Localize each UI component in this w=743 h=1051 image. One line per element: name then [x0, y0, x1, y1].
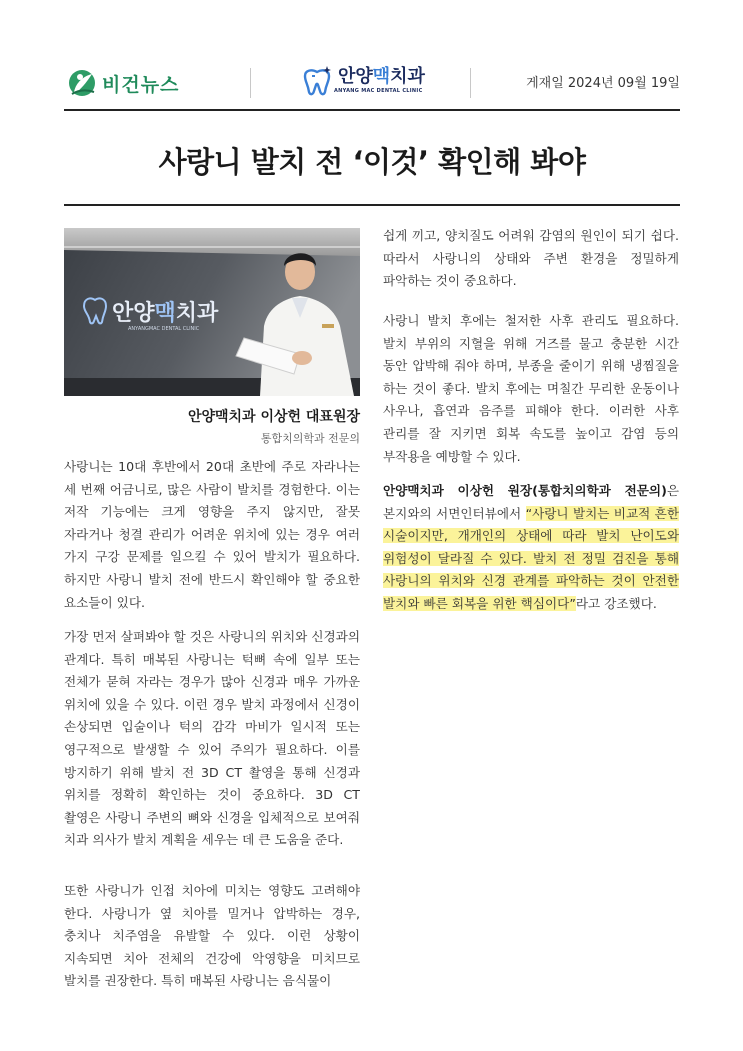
publication-date: 게재일 2024년 09월 19일 [526, 76, 680, 91]
article-paragraph: 가장 먼저 살펴봐야 할 것은 사랑니의 위치와 신경과의 관계다. 특히 매복된 사랑니는 턱뼈 속에 일부 또는 전체가 묻혀 자라는 경우가 많아 신경과 매우 가까운 위치에 있을 수 있다. 이런 경우 발치 과정에서 신경이 손상되면 입술이나 턱의 감각 마비가 일시적 또는 영구적으로 발생할 수 있어 주의가 필요하다. 이를 방지하기 위해 발치 전 3D CT 촬영을 통해 신경과 위치를 정확히 확인하는 것이 중요하다. 3D CT 촬영은 사랑니 주변의 뼈와 신경을 입체적으로 보여줘 치과 의사가 발치 계획을 세우는 데 큰 도움을 준다. [64, 629, 360, 848]
quote-intro: 은 본지와의 서면인터뷰에서 [383, 483, 679, 521]
leaf-person-icon [68, 68, 96, 98]
clinic-logo [300, 64, 425, 98]
article-paragraph: 사랑니 발치 후에는 철저한 사후 관리도 필요하다. 발치 부위의 지혈을 위해 거즈를 물고 충분한 시간 동안 압박해 줘야 하며, 부종을 줄이기 위해 냉찜질을 하는 것이 좋다. 발치 후에는 며칠간 무리한 운동이나 사우나, 흡연과 음주를 피해야 한다. 이러한 사후 관리를 잘 지키면 회복 속도를 높이고 감염 등의 부작용을 예방할 수 있다. [383, 313, 679, 464]
photo-caption-title: 통합치의학과 전문의 [260, 432, 360, 445]
clinic-subtitle: ANYANG MAC DENTAL CLINIC [334, 88, 423, 94]
article-paragraph: 쉽게 끼고, 양치질도 어려워 감염의 원인이 되기 쉽다. 따라서 사랑니의 상태와 주변 환경을 정밀하게 파악하는 것이 중요하다. [383, 228, 679, 289]
sign-subtext: ANYANGMAC DENTAL CLINIC [128, 326, 200, 332]
bigeon-news-logo [68, 66, 179, 100]
article-photo [64, 228, 360, 396]
header-divider [470, 68, 471, 98]
clinic-name: 안양맥치과 [338, 66, 425, 87]
article-title: 사랑니 발치 전 ‘이것’ 확인해 봐야 [158, 145, 586, 179]
article-quote-paragraph [383, 480, 679, 616]
highlighted-quote: “사랑니 발치는 비교적 흔한 시술이지만, 개개인의 상태에 따라 발치 난이도와 위험성이 달라질 수 있다. 발치 전 정밀 검진을 통해 사랑니의 위치와 신경 관계를 파악하는 것이 안전한 발치와 빠른 회복을 위한 핵심이다” [383, 505, 680, 611]
header-rule [64, 109, 680, 111]
doctor-photo-illustration [64, 228, 360, 396]
title-rule [64, 204, 680, 206]
tooth-icon [300, 64, 334, 98]
quote-outro: 라고 강조했다. [575, 595, 657, 611]
header-divider [250, 68, 251, 98]
brand-left-text: 비건뉴스 [102, 73, 180, 96]
article-paragraph: 사랑니는 10대 후반에서 20대 초반에 주로 자라나는 세 번째 어금니로, 많은 사람이 발치를 경험한다. 이는 저작 기능에는 크게 영향을 주지 않지만, 잘못 자라거나 청결 관리가 어려운 위치에 있는 경우 여러 가지 구강 문제를 일으킬 수 있어 발치가 필요하다. 하지만 사랑니 발치 전에 반드시 확인해야 할 중요한 요소들이 있다. [64, 459, 360, 610]
photo-caption-name: 안양맥치과 이상헌 대표원장 [187, 409, 360, 425]
doctor-name: 안양맥치과 이상헌 원장(통합치의학과 전문의) [383, 483, 667, 498]
sign-text: 안양맥치과 [112, 301, 219, 326]
article-paragraph: 또한 사랑니가 인접 치아에 미치는 영향도 고려해야 한다. 사랑니가 옆 치아를 밀거나 압박하는 경우, 충치나 치주염을 유발할 수 있다. 이런 상황이 지속되면 치아 전체의 건강에 악영향을 미치므로 발치를 권장한다. 특히 매복된 사랑니는 음식물이 [64, 883, 360, 989]
page-header [64, 62, 680, 104]
